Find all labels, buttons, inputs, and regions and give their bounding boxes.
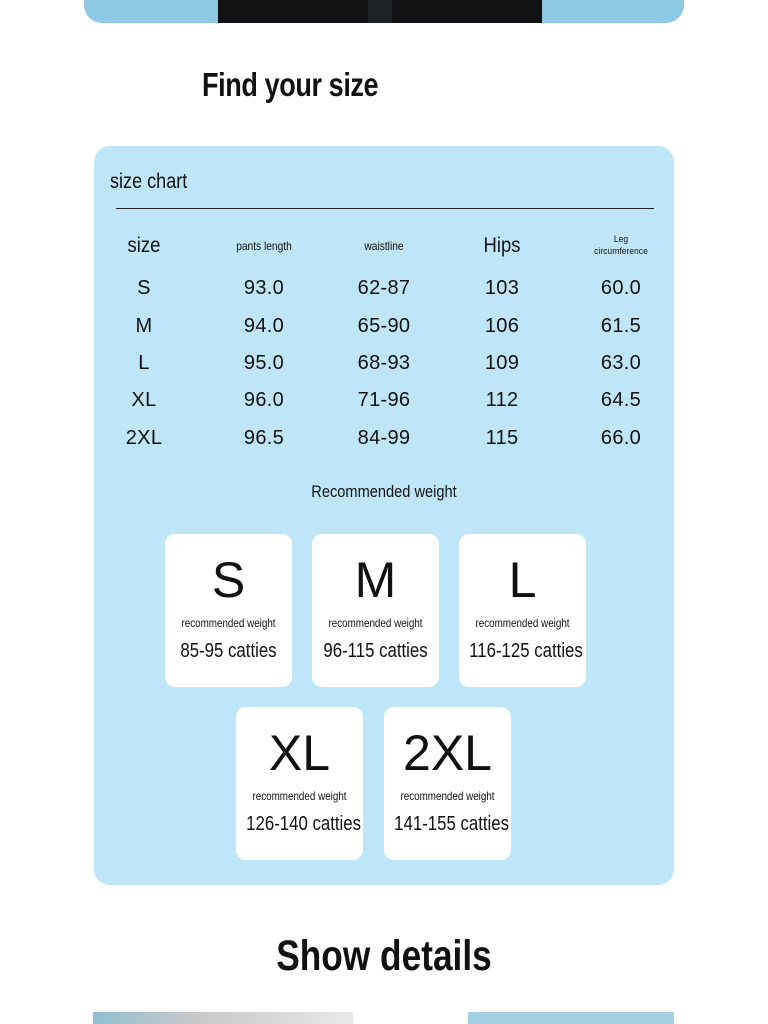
card-note: recommended weight [400,789,495,803]
cell-hips: 103 [484,277,520,299]
header-waistline: waistline [364,239,404,253]
weight-card-2xl [384,707,511,860]
card-size: L [508,552,537,608]
card-note: recommended weight [181,616,276,630]
cell-pants-length: 94.0 [243,315,285,337]
card-range: 126-140 catties [246,813,362,835]
header-pants-length: pants length [236,239,292,253]
detail-photo-left [93,1012,353,1024]
card-size: 2XL [403,725,492,781]
product-photo-top [84,0,684,23]
cell-size: 2XL [125,427,163,449]
recommended-weight-heading: Recommended weight [311,482,457,501]
card-range: 141-155 catties [394,813,510,835]
cell-size: L [138,352,150,374]
size-chart-panel [94,146,674,885]
cell-hips: 106 [484,315,520,337]
cell-leg: 66.0 [600,427,642,449]
cell-leg: 60.0 [600,277,642,299]
card-size: S [211,552,246,608]
card-range: 116-125 catties [469,640,583,662]
detail-photo-right [468,1012,674,1024]
card-note: recommended weight [252,789,347,803]
cell-hips: 109 [484,352,520,374]
size-chart-label: size chart [110,170,188,193]
cell-hips: 115 [485,427,519,449]
header-size: size [127,234,161,257]
cell-waistline: 71-96 [357,389,411,411]
card-note: recommended weight [328,616,423,630]
cell-leg: 61.5 [600,315,642,337]
find-size-heading: Find your size [202,66,379,103]
card-range: 85-95 catties [180,640,277,662]
card-note: recommended weight [475,616,570,630]
divider [116,208,654,209]
cell-leg: 64.5 [600,389,642,411]
weight-card-l [459,534,586,687]
cell-hips: 112 [485,389,519,411]
card-size: XL [268,725,331,781]
cell-waistline: 68-93 [357,352,411,374]
weight-card-s [165,534,292,687]
cell-size: M [135,315,153,337]
weight-card-m [312,534,439,687]
pants-gap [368,0,392,23]
cell-pants-length: 95.0 [243,352,285,374]
cell-size: S [137,277,151,299]
cell-pants-length: 96.5 [243,427,285,449]
cell-waistline: 62-87 [357,277,411,299]
cell-pants-length: 93.0 [243,277,285,299]
card-range: 96-115 catties [323,640,428,662]
cell-waistline: 84-99 [357,427,411,449]
cell-size: XL [131,389,157,411]
weight-card-xl [236,707,363,860]
cell-leg: 63.0 [600,352,642,374]
card-size: M [354,552,397,608]
cell-pants-length: 96.0 [243,389,285,411]
pants-leg-left [218,0,368,23]
pants-leg-right [392,0,542,23]
header-leg-circumference: Leg circumference [594,234,648,257]
header-hips: Hips [483,234,521,257]
cell-waistline: 65-90 [357,315,411,337]
show-details-heading: Show details [276,932,492,980]
